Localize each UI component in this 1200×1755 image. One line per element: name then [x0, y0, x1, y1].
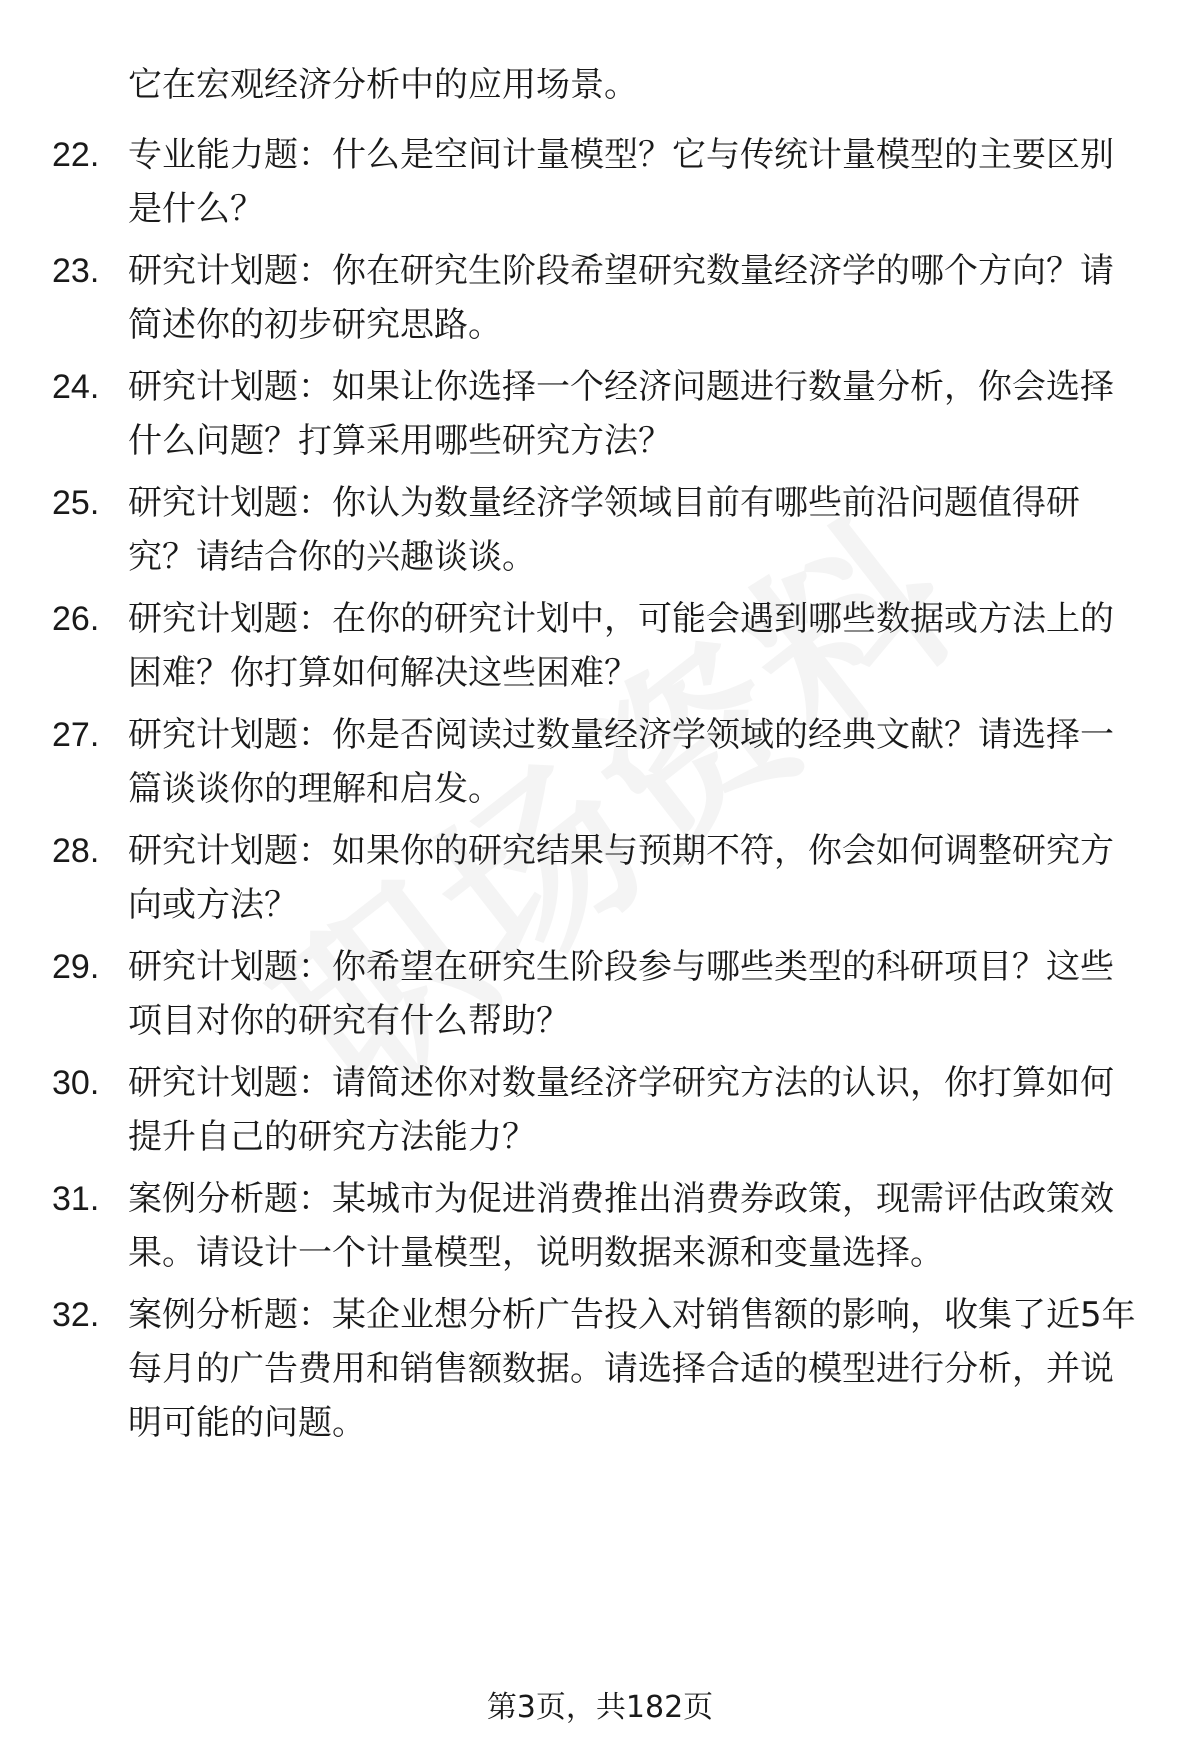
page-footer: 第3页，共182页 — [486, 1690, 714, 1725]
question-number: 31. — [52, 1180, 100, 1218]
question-number: 24. — [52, 368, 100, 406]
question-number: 28. — [52, 832, 100, 870]
question-text: 案例分析题：某企业想分析广告投入对销售额的影响，收集了近5年每月的广告费用和销售额数据。请选择合适的模型进行分析，并说明可能的问题。 — [128, 1295, 1136, 1443]
question-number: 27. — [52, 716, 100, 754]
question-text: 研究计划题：请简述你对数量经济学研究方法的认识，你打算如何提升自己的研究方法能力？ — [128, 1063, 1114, 1157]
lead-continuation-text: 它在宏观经济分析中的应用场景。 — [128, 65, 638, 105]
question-number: 26. — [52, 600, 100, 638]
question-number: 23. — [52, 252, 100, 290]
question-number: 29. — [52, 948, 100, 986]
question-text: 研究计划题：在你的研究计划中，可能会遇到哪些数据或方法上的困难？你打算如何解决这些困难？ — [128, 599, 1114, 693]
question-text: 研究计划题：你在研究生阶段希望研究数量经济学的哪个方向？请简述你的初步研究思路。 — [128, 251, 1114, 345]
question-number: 22. — [52, 136, 100, 174]
question-number: 30. — [52, 1064, 100, 1102]
question-text: 案例分析题：某城市为促进消费推出消费券政策，现需评估政策效果。请设计一个计量模型，说明数据来源和变量选择。 — [128, 1179, 1114, 1273]
question-text: 研究计划题：如果你的研究结果与预期不符，你会如何调整研究方向或方法？ — [128, 831, 1114, 925]
question-text: 研究计划题：你希望在研究生阶段参与哪些类型的科研项目？这些项目对你的研究有什么帮助？ — [128, 947, 1114, 1041]
question-text: 研究计划题：如果让你选择一个经济问题进行数量分析，你会选择什么问题？打算采用哪些研究方法？ — [128, 367, 1114, 461]
question-number: 32. — [52, 1296, 100, 1334]
question-text: 专业能力题：什么是空间计量模型？它与传统计量模型的主要区别是什么？ — [128, 135, 1114, 229]
question-number: 25. — [52, 484, 100, 522]
question-text: 研究计划题：你认为数量经济学领域目前有哪些前沿问题值得研究？请结合你的兴趣谈谈。 — [128, 483, 1080, 577]
question-text: 研究计划题：你是否阅读过数量经济学领域的经典文献？请选择一篇谈谈你的理解和启发。 — [128, 715, 1114, 809]
